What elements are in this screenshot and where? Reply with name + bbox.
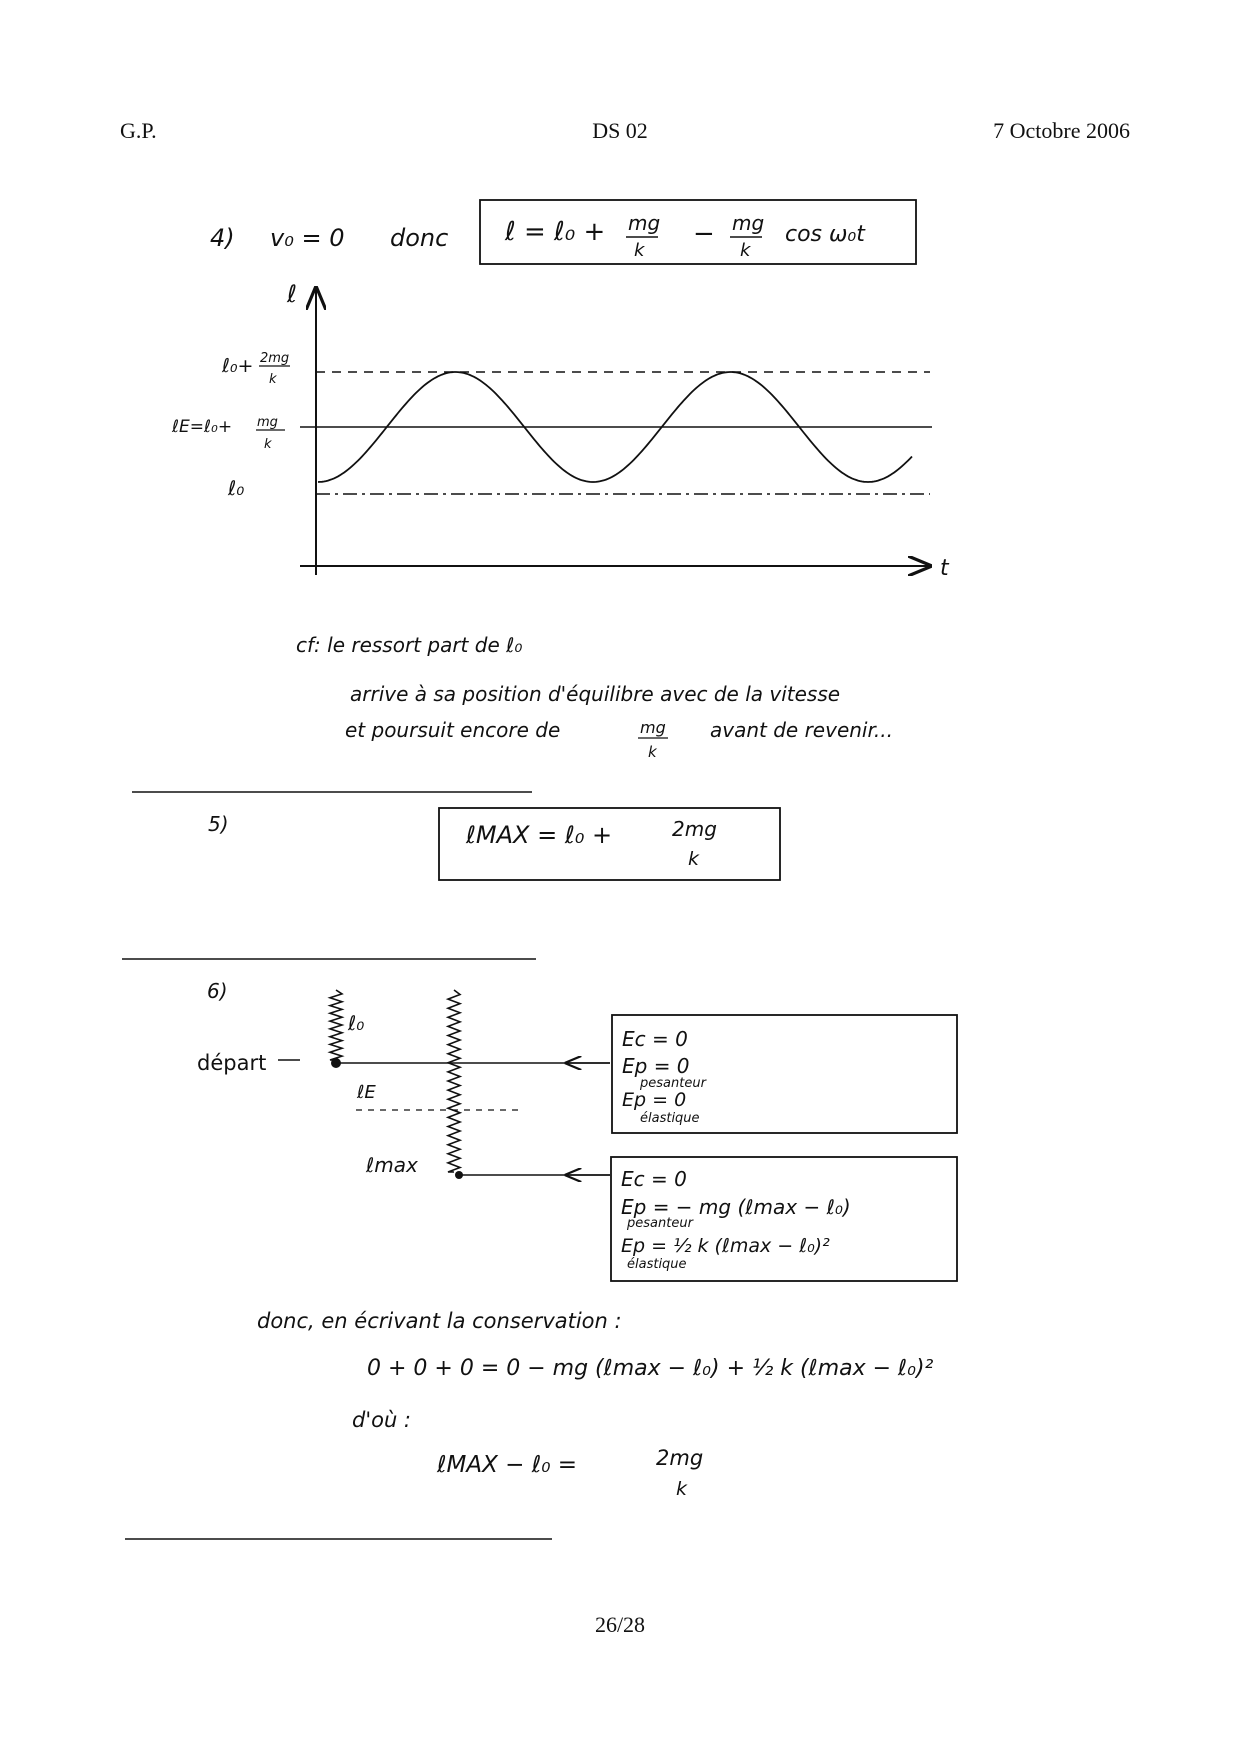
q6-lE: ℓE (357, 1082, 376, 1103)
box1-ec: Ec = 0 (622, 1027, 688, 1051)
q5-formula-left: ℓMAX = ℓ₀ + (466, 821, 613, 849)
graph-x-label: t (940, 556, 949, 581)
q5-label: 5) (208, 812, 229, 836)
q6-label: 6) (207, 979, 228, 1003)
q6-result-den: k (676, 1478, 688, 1500)
page-number: 26/28 (594, 1612, 646, 1637)
q4-frac1-num: mg (628, 211, 661, 235)
q6-result-num: 2mg (656, 1446, 704, 1470)
q4-condition: v₀ = 0 (270, 224, 345, 252)
graph-mid-frac-den: k (264, 437, 272, 452)
graph-top-frac-num: 2mg (260, 351, 290, 366)
box2-ep-sub: pesanteur (627, 1216, 693, 1231)
q4-comment-line3: et poursuit encore de (345, 718, 561, 742)
q6-result-left: ℓMAX − ℓ₀ = (437, 1452, 578, 1478)
q4-comment-line1: cf: le ressort part de ℓ₀ (296, 633, 523, 657)
header-author: G.P. (120, 118, 157, 143)
q4-comment-line3-end: avant de revenir... (710, 718, 893, 742)
q4-comment-frac-den: k (648, 743, 657, 761)
box1-ep: Ep = 0 (622, 1054, 690, 1078)
graph-mid-frac-num: mg (257, 415, 278, 430)
graph-bottom-label: ℓ₀ (228, 476, 245, 500)
q6-conservation-eq: 0 + 0 + 0 = 0 − mg (ℓmax − ℓ₀) + ½ k (ℓmax − ℓ₀)² (367, 1356, 934, 1381)
q4-comment-frac-num: mg (640, 718, 666, 737)
box2-ep2-sub: élastique (627, 1257, 687, 1272)
spring-stretched (448, 990, 460, 1172)
box2-ep: Ep = − mg (ℓmax − ℓ₀) (621, 1195, 851, 1219)
graph-y-label: ℓ (287, 280, 297, 308)
graph-mid-label: ℓE=ℓ₀+ (172, 417, 233, 437)
q4-formula-l: ℓ = ℓ₀ + (505, 217, 606, 247)
q4-frac2-den: k (740, 240, 751, 261)
q4-frac2-num: mg (732, 211, 765, 235)
spring1-label: ℓ₀ (348, 1011, 365, 1035)
q4-donc: donc (390, 224, 449, 252)
box1-ep2: Ep = 0 (622, 1089, 687, 1111)
q6-dou: d'où : (352, 1408, 412, 1432)
q4-minus: − (693, 219, 715, 249)
graph-top-frac-den: k (269, 372, 277, 387)
header-title: DS 02 (592, 118, 648, 143)
q4-label: 4) (210, 224, 235, 252)
q6-conservation-intro: donc, en écrivant la conservation : (257, 1309, 622, 1333)
box2-ec: Ec = 0 (621, 1167, 687, 1191)
header-date: 7 Octobre 2006 (993, 118, 1130, 143)
box2-ep2: Ep = ½ k (ℓmax − ℓ₀)² (621, 1235, 830, 1257)
spring-natural-length (330, 990, 342, 1060)
q4-cos: cos ω₀t (785, 222, 865, 247)
q4-frac1-den: k (634, 240, 645, 261)
box1-ep-sub: pesanteur (640, 1076, 706, 1091)
q6-depart: départ (197, 1051, 267, 1075)
q5-frac-den: k (688, 848, 700, 870)
graph-top-label: ℓ₀+ (222, 355, 254, 377)
q6-lmax: ℓmax (366, 1153, 418, 1177)
q4-comment-line2: arrive à sa position d'équilibre avec de la vitesse (350, 682, 841, 706)
box1-ep2-sub: élastique (640, 1111, 700, 1126)
q5-frac-num: 2mg (672, 817, 717, 841)
